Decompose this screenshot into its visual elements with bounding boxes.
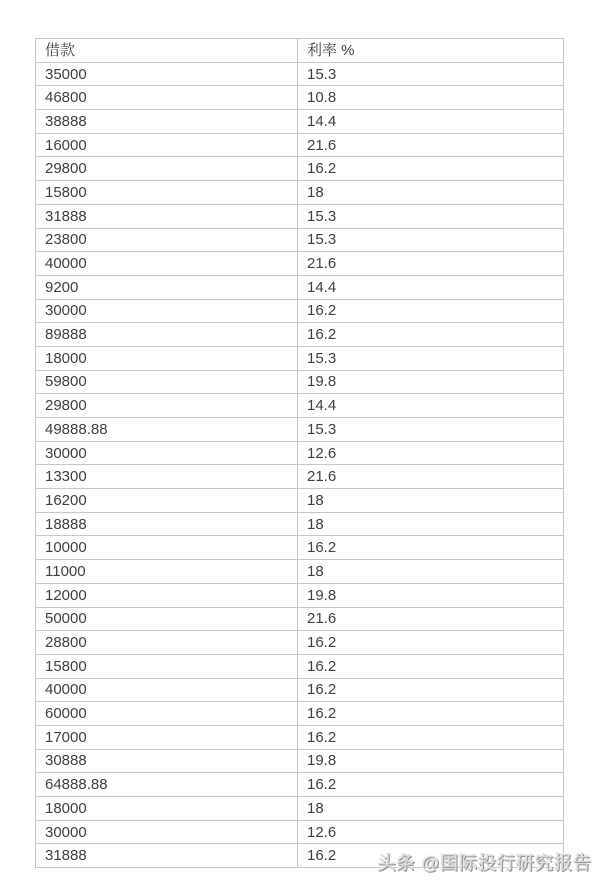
table-row — [36, 157, 564, 181]
table-row — [36, 725, 564, 749]
table-row — [36, 110, 564, 134]
rate-cell: 19.8 — [298, 370, 564, 394]
loan-cell: 64888.88 — [36, 773, 298, 797]
table-row — [36, 536, 564, 560]
rate-cell: 16.2 — [298, 157, 564, 181]
loan-cell: 23800 — [36, 228, 298, 252]
table-row — [36, 607, 564, 631]
column-header-loan: 借款 — [36, 39, 298, 63]
rate-cell: 18 — [298, 489, 564, 513]
rate-cell: 15.3 — [298, 62, 564, 86]
table-row — [36, 749, 564, 773]
rate-cell: 16.2 — [298, 299, 564, 323]
watermark: 头条 @国际投行研究报告 — [377, 853, 592, 873]
rate-cell: 19.8 — [298, 749, 564, 773]
loan-cell: 17000 — [36, 725, 298, 749]
rate-cell: 21.6 — [298, 465, 564, 489]
rate-cell: 15.3 — [298, 204, 564, 228]
loan-cell: 18000 — [36, 346, 298, 370]
table-row — [36, 299, 564, 323]
loan-cell: 40000 — [36, 678, 298, 702]
loan-cell: 30000 — [36, 441, 298, 465]
loan-rate-table-container — [35, 38, 563, 868]
loan-cell: 13300 — [36, 465, 298, 489]
table-row — [36, 62, 564, 86]
loan-cell: 11000 — [36, 560, 298, 584]
loan-cell: 18888 — [36, 512, 298, 536]
rate-cell: 16.2 — [298, 702, 564, 726]
table-row — [36, 583, 564, 607]
table-row — [36, 441, 564, 465]
loan-cell: 15800 — [36, 181, 298, 205]
loan-cell: 31888 — [36, 844, 298, 868]
table-row — [36, 228, 564, 252]
loan-cell: 15800 — [36, 654, 298, 678]
table-row — [36, 773, 564, 797]
rate-cell: 14.4 — [298, 275, 564, 299]
table-row — [36, 654, 564, 678]
table-row — [36, 560, 564, 584]
loan-cell: 29800 — [36, 157, 298, 181]
rate-cell: 19.8 — [298, 583, 564, 607]
table-row — [36, 820, 564, 844]
table-row — [36, 797, 564, 821]
rate-cell: 18 — [298, 797, 564, 821]
table-row — [36, 323, 564, 347]
loan-cell: 30000 — [36, 299, 298, 323]
loan-cell: 31888 — [36, 204, 298, 228]
loan-rate-table — [35, 38, 564, 868]
loan-cell: 16200 — [36, 489, 298, 513]
rate-cell: 16.2 — [298, 678, 564, 702]
loan-cell: 28800 — [36, 631, 298, 655]
table-row — [36, 702, 564, 726]
table-row — [36, 275, 564, 299]
loan-cell: 16000 — [36, 133, 298, 157]
rate-cell: 18 — [298, 181, 564, 205]
loan-cell: 9200 — [36, 275, 298, 299]
table-header-row — [36, 39, 564, 63]
table-row — [36, 204, 564, 228]
loan-cell: 10000 — [36, 536, 298, 560]
loan-cell: 89888 — [36, 323, 298, 347]
rate-cell: 18 — [298, 512, 564, 536]
loan-cell: 29800 — [36, 394, 298, 418]
rate-cell: 18 — [298, 560, 564, 584]
loan-cell: 46800 — [36, 86, 298, 110]
table-row — [36, 181, 564, 205]
rate-cell: 21.6 — [298, 607, 564, 631]
loan-cell: 49888.88 — [36, 418, 298, 442]
loan-cell: 38888 — [36, 110, 298, 134]
loan-cell: 18000 — [36, 797, 298, 821]
table-row — [36, 346, 564, 370]
table-row — [36, 252, 564, 276]
table-row — [36, 489, 564, 513]
loan-cell: 12000 — [36, 583, 298, 607]
table-row — [36, 394, 564, 418]
loan-cell: 30888 — [36, 749, 298, 773]
table-row — [36, 133, 564, 157]
column-header-rate: 利率 % — [298, 39, 564, 63]
loan-cell: 40000 — [36, 252, 298, 276]
table-row — [36, 512, 564, 536]
rate-cell: 16.2 — [298, 536, 564, 560]
rate-cell: 16.2 — [298, 773, 564, 797]
loan-cell: 60000 — [36, 702, 298, 726]
table-row — [36, 418, 564, 442]
rate-cell: 14.4 — [298, 394, 564, 418]
rate-cell: 21.6 — [298, 133, 564, 157]
rate-cell: 15.3 — [298, 228, 564, 252]
loan-cell: 30000 — [36, 820, 298, 844]
rate-cell: 16.2 — [298, 725, 564, 749]
rate-cell: 12.6 — [298, 441, 564, 465]
rate-cell: 16.2 — [298, 654, 564, 678]
rate-cell: 16.2 — [298, 844, 564, 868]
loan-cell: 50000 — [36, 607, 298, 631]
table-row — [36, 86, 564, 110]
rate-cell: 10.8 — [298, 86, 564, 110]
rate-cell: 14.4 — [298, 110, 564, 134]
rate-cell: 12.6 — [298, 820, 564, 844]
table-row — [36, 631, 564, 655]
table-row — [36, 370, 564, 394]
rate-cell: 16.2 — [298, 631, 564, 655]
rate-cell: 21.6 — [298, 252, 564, 276]
rate-cell: 15.3 — [298, 346, 564, 370]
table-row — [36, 465, 564, 489]
loan-cell: 59800 — [36, 370, 298, 394]
loan-cell: 35000 — [36, 62, 298, 86]
rate-cell: 16.2 — [298, 323, 564, 347]
rate-cell: 15.3 — [298, 418, 564, 442]
table-row — [36, 678, 564, 702]
table-row — [36, 844, 564, 868]
